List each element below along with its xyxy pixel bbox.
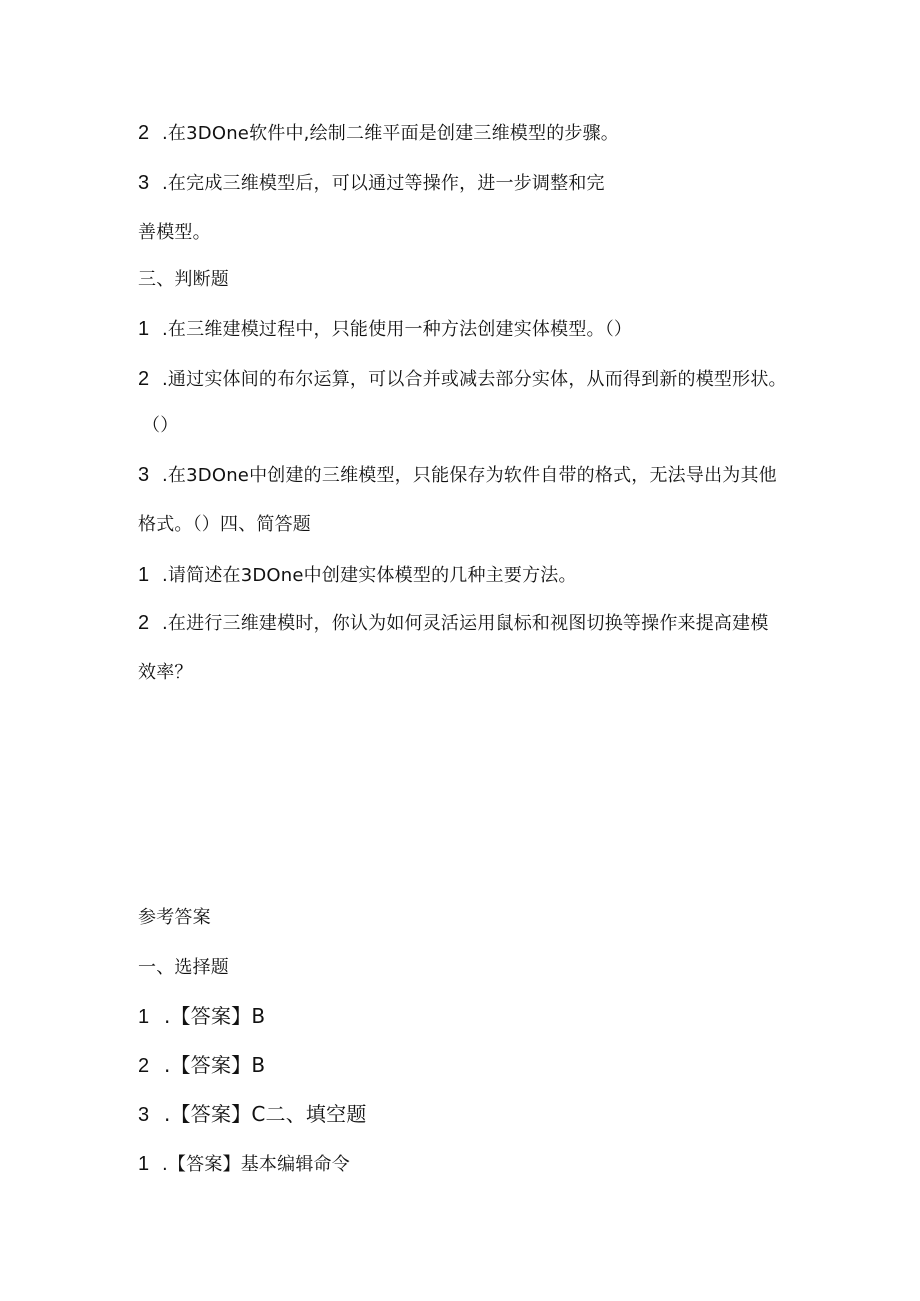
section-title: 参考答案 — [138, 907, 211, 928]
question-number: 1 — [138, 564, 150, 586]
answer-brackets: （） — [142, 415, 179, 436]
fill-blank-question-3 — [138, 171, 605, 196]
question-text: .在进行三维建模时，你认为如何灵活运用鼠标和视图切换等操作来提高建模 — [162, 613, 769, 634]
judge-question-3-continuation — [138, 513, 311, 537]
answer-text: .【答案】B — [164, 1053, 266, 1077]
short-answer-question-2-continuation — [138, 661, 193, 685]
short-answer-question-1 — [138, 563, 577, 588]
question-text: .在完成三维模型后，可以通过等操作，进一步调整和完 — [162, 173, 605, 194]
question-number: 2 — [138, 368, 150, 390]
judge-question-2-continuation — [142, 414, 178, 438]
answer-number: 3 — [138, 1104, 150, 1126]
short-answer-question-2 — [138, 611, 769, 636]
answer-3 — [138, 1102, 367, 1127]
judge-question-3 — [138, 463, 777, 488]
question-text: .在3DOne中创建的三维模型，只能保存为软件自带的格式，无法导出为其他 — [162, 465, 777, 486]
section-title: 一、选择题 — [138, 957, 229, 978]
question-number: 2 — [138, 122, 150, 144]
answers-heading — [138, 906, 211, 930]
question-text: 善模型。 — [138, 222, 211, 243]
question-number: 1 — [138, 318, 150, 340]
fill-blank-answer-1 — [138, 1152, 350, 1177]
section-title: 三、判断题 — [138, 269, 229, 290]
answer-text: .【答案】基本编辑命令 — [162, 1154, 350, 1175]
section-heading-judge — [138, 268, 229, 292]
fill-blank-question-3-continuation — [138, 221, 211, 245]
answer-number: 1 — [138, 1153, 150, 1175]
answers-section-choice — [138, 956, 229, 980]
question-number: 3 — [138, 464, 150, 486]
question-text: .通过实体间的布尔运算，可以合并或减去部分实体，从而得到新的模型形状。 — [162, 369, 787, 390]
question-text: .在3DOne软件中,绘制二维平面是创建三维模型的步骤。 — [162, 123, 620, 144]
answer-text: .【答案】C二、填空题 — [164, 1102, 367, 1126]
question-text: .请简述在3DOne中创建实体模型的几种主要方法。 — [162, 565, 577, 586]
question-text: .在三维建模过程中，只能使用一种方法创建实体模型。（） — [162, 319, 633, 340]
judge-question-1 — [138, 317, 632, 342]
answer-1 — [138, 1004, 265, 1029]
answer-number: 2 — [138, 1055, 150, 1077]
judge-question-2 — [138, 367, 787, 392]
question-text: 效率？ — [138, 662, 193, 683]
fill-blank-question-2 — [138, 121, 619, 146]
answer-number: 1 — [138, 1006, 150, 1028]
answer-2 — [138, 1053, 265, 1078]
answer-text: .【答案】B — [164, 1004, 266, 1028]
question-text: 格式。（）四、简答题 — [138, 514, 311, 535]
question-number: 2 — [138, 612, 150, 634]
question-number: 3 — [138, 172, 150, 194]
